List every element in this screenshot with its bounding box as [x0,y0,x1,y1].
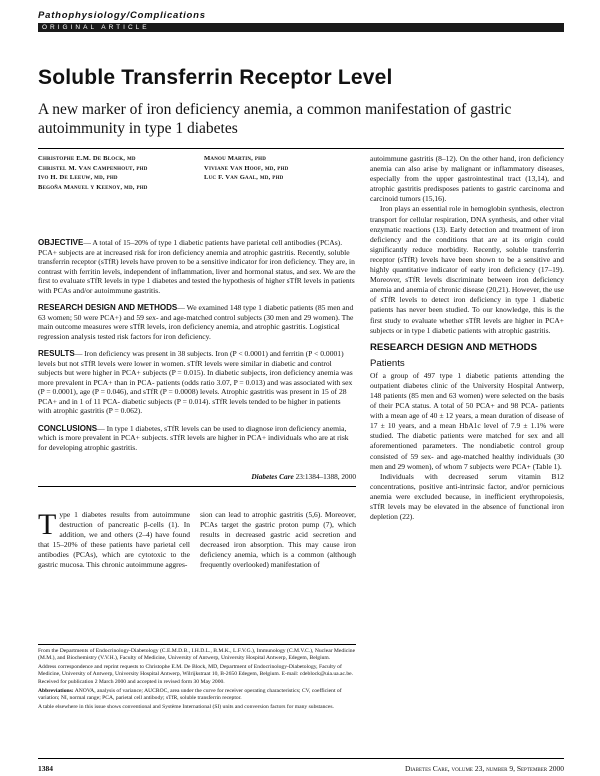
author: Viviane Van Hoof, md, phd [204,164,289,172]
section-band: ORIGINAL ARTICLE [38,23,564,32]
drop-cap: T [38,508,57,541]
abstract-conclusions: CONCLUSIONS— In type 1 diabetes, sTfR levels can be used to diagnose iron deficiency anemia, which is more prevalent in PCA+ subjects. sTfR levels are higher in PCA+ individuals who are at risk for developing atrophic gastritis. [38,423,349,452]
author: Ivo H. De Leeuw, md, phd [38,174,118,182]
section-title: Pathophysiology/Complications [38,10,206,21]
section-header [38,10,564,32]
intro-text-2: sion can lead to atrophic gastritis (5,6). Moreover, PCAs target the gastric proton pump (7), which results in decreased gastric acid secretion and decreased iron absorption. This may cause iron deficiency anemia, which is a common (although frequently overlooked) manifestation of [200,510,356,570]
page-number: 1384 [38,764,53,773]
right-column [370,154,564,522]
paragraph: Individuals with decreased serum vitamin B12 concentrations, positive anti-intrinsic factor, and/or pernicious anemia were excluded because, in inefficient erythropoiesis, sTfR levels may be elevated in the absence of functional iron depletion (22). [370,471,564,522]
abstract-heading: CONCLUSIONS [38,423,98,433]
author: Luc F. Van Gaal, md, phd [204,174,284,182]
author: Christel M. Van Campenhout, phd [38,164,148,172]
footnote-abbreviations: Abbreviations: ANOVA, analysis of variance; AUCROC, area under the curve for receiver operating characteristics; CV, coefficient of variation; NI, normal range; PCA, parietal cell antibody; sTfR, soluble transferrin receptor. [38,687,342,702]
citation-journal: Diabetes Care [251,472,294,481]
citation-ref: 23:1384–1388, 2000 [293,472,356,481]
footer-divider [38,758,564,759]
intro-text-1: ype 1 diabetes results from autoimmune destruction of pancreatic β-cells (1). In addition, we and others (2–4) have found that 15–20% of these patients have parietal cell antibodies (PCAs), which are cytotoxic to the gastric mucosa. This chronic autoimmune aggres- [38,510,190,570]
authors-right [204,154,364,183]
abstract-heading: OBJECTIVE [38,238,84,247]
author: Begoña Manuel y Keenoy, md, phd [38,183,148,191]
abstract [38,238,356,460]
section-heading: RESEARCH DESIGN AND METHODS [370,341,538,353]
authors-left [38,154,198,192]
citation [38,472,356,481]
intro-column-1 [38,510,190,571]
intro-column-2 [200,510,356,571]
abstract-design: RESEARCH DESIGN AND METHODS— We examined 148 type 1 diabetic patients (85 men and 63 women; 50 were PCA+) and 59 sex- and age-matched control subjects (30 men and 29 women). The main outcome measures were sTfR levels, iron deficiency anemia, and atrophic gastritis. Logistical regression analysis tested risk factors for iron deficiency. [38,303,354,341]
footnote-units: A table elsewhere in this issue shows conventional and Système International (SI) units and conversion factors for many substances. [38,703,334,710]
paragraph: Iron plays an essential role in hemoglobin synthesis, electron transport for cellular respiration, DNA synthesis, and other vital enzymatic reactions (13). Early detection and treatment of iron deficiency and the conditions that are at its origin could significantly reduce morbidity. Recently, soluble transferrin receptor (sTfR) levels have been shown to be a sensitive and highly quantitative indicator of early iron deficiency (17–19). Moreover, sTfR levels discriminate between iron deficiency anemia and anemia of chronic disease (20,21). However, the use of sTfR levels to detect iron deficiency in type 1 diabetic patients has never been studied. To our knowledge, this is the first study to evaluate whether sTfR levels are higher in PCA+ subjects or in type 1 diabetic patients with atrophic gastritis. [370,204,564,335]
title-divider [38,148,564,149]
author: Manou Martin, phd [204,155,267,162]
journal-footer: Diabetes Care, volume 23, number 9, September 2000 [404,764,564,773]
abstract-heading: RESULTS [38,349,75,358]
abstract-results: RESULTS— Iron deficiency was present in 38 subjects. Iron (P < 0.0001) and ferritin (P < 0.0001) levels but not sTfR levels were lower in women. sTfR levels were similar in diabetic and control subjects but were higher in PCA+ subjects (P = 0.015). In diabetic subjects, iron deficiency anemia was more prevalent in PCA+ than in PCA- patients (odds ratio 3.07, P = 0.013) and was associated with sex (P = 0.0001), age (P = 0.046), and sTfR (P = 0.0008) levels. Atrophic gastritis was present in 15 of 28 PCA+ and in 1 of 11 PCA- diabetic subjects (P = 0.014). sTfR levels tended to be higher in patients with atrophic gastritis (P = 0.062). [38,349,353,415]
paragraph: Of a group of 497 type 1 diabetic patients attending the outpatient diabetes clinic of the University Hospital Antwerp, 148 patients (85 men and 63 women) were selected on the basis of their PCA status. A total of 50 PCA+ and 98 PCA- patients with a mean age of 40 ± 12 years, a mean duration of disease of 17 ± 10 years, and a mean HbA1c level of 7.9 ± 1.1% were studied. The diabetic patients were matched for sex and all aforementioned parameters. The nondiabetic control group consisted of 59 sex- and age-matched healthy individuals (30 men and 29 women), of whom 7 subjects were PCA+ (Table 1). [370,370,564,471]
footnote-correspondence: Address correspondence and reprint requests to Christophe E.M. De Block, MD, Department of Endocrinology-Diabetology, Faculty of Medicine, University of Antwerp, University Hospital Antwerp, Wilrijkstraat 10, B-2650 Edegem, Belgium. E-mail: cdeblock@uia.ua.ac.be. [38,663,354,677]
abstract-heading: RESEARCH DESIGN AND METHODS [38,303,178,312]
article-subtitle: A new marker of iron deficiency anemia, a common manifestation of gastric autoimmunity in type 1 diabetes [38,101,512,137]
subsection-heading: Patients [370,357,405,369]
article-title: Soluble Transferrin Receptor Level [38,66,393,89]
author: Christophe E.M. De Block, md [38,155,136,162]
footnotes [38,648,356,712]
abstract-objective: OBJECTIVE— A total of 15–20% of type 1 diabetic patients have parietal cell antibodies (PCAs). PCA+ subjects are at increased risk for iron deficiency anemia and atrophic gastritis. Recently, soluble transferrin receptor (sTfR) levels have proven to be a sensitive indicator for iron deficiency. They are, in contrast with ferritin levels, independent of inflammation, liver and hormonal status, and sex. We are the first to evaluate sTfR levels in type 1 diabetes and tested the hypothesis of higher sTfR levels in patients with PCAs and/or autoimmune gastritis. [38,238,356,295]
abstract-divider [38,486,356,487]
footnote-affiliations: From the Departments of Endocrinology-Diabetology (C.E.M.D.B., I.H.D.L., B.M.K., L.F.V.G.), Immunology (C.M.V.C.), Nuclear Medicine (M.M.), and Biochemistry (V.V.H.), Faculty of Medicine, University of Antwerp, University Hospital Antwerp, Edegem, Belgium. [38,648,356,662]
footnote-divider [38,644,356,645]
footnote-received: Received for publication 2 March 2000 and accepted in revised form 30 May 2000. [38,679,225,686]
paragraph: autoimmune gastritis (8–12). On the other hand, iron deficiency anemia can also arise by malignant or inflammatory diseases, especially from the upper gastrointestinal tract (13,14), and atrophic gastritis predisposes patients to gastric carcinoma and carcinoid tumors (15,16). [370,154,564,204]
